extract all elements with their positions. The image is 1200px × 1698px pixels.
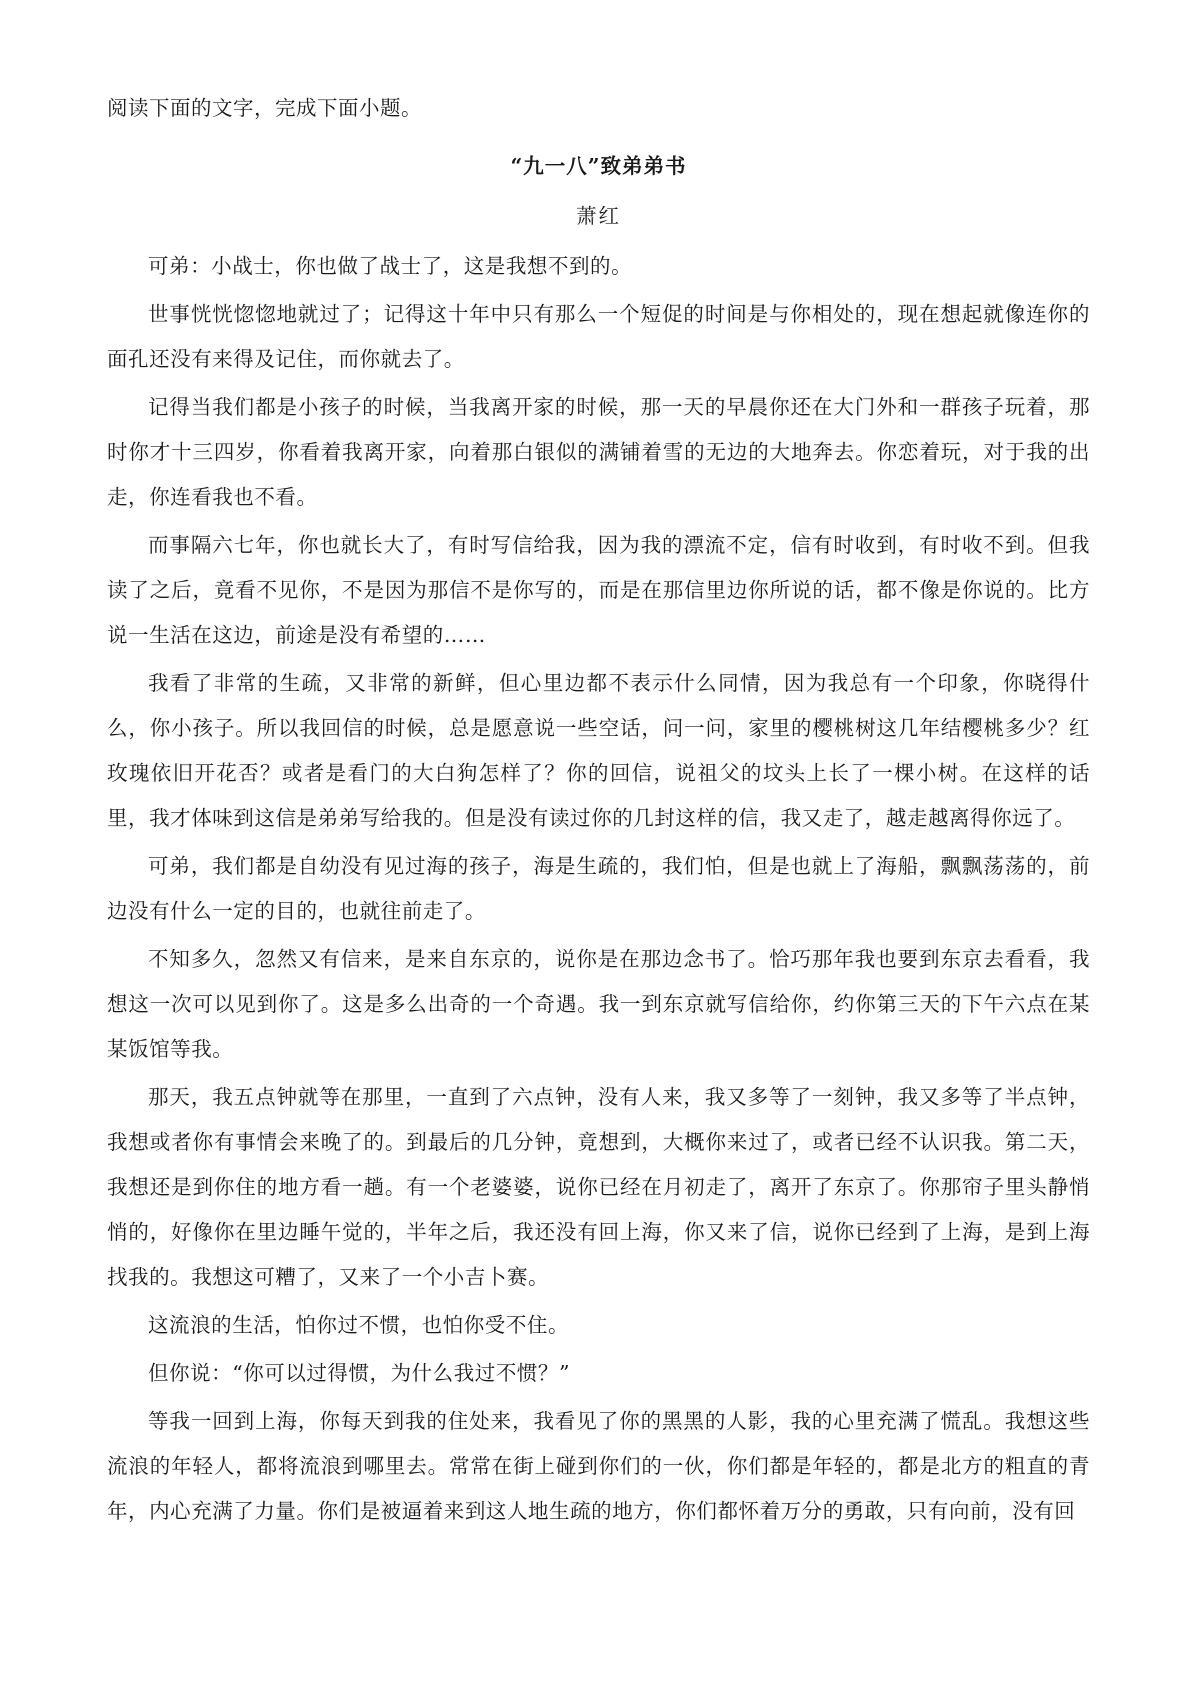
essay-title: “九一八”致弟弟书 [510,154,687,178]
paragraph-5: 我看了非常的生疏，又非常的新鲜，但心里边都不表示什么同情，因为我总有一个印象，你晓得什么，你小孩子。所以我回信的时候，总是愿意说一些空话，问一问，家里的樱桃树这几年结樱桃多少？红玫瑰依旧开花否？或者是看门的大白狗怎样了？你的回信，说祖父的坟头上长了一棵小树。在这样的话里，我才体味到这信是弟弟写给我的。但是没有读过你的几封这样的信，我又走了，越走越离得你远了。 [107,671,1090,830]
paragraph-2: 世事恍恍惚惚地就过了；记得这十年中只有那么一个短促的时间是与你相处的，现在想起就像连你的面孔还没有来得及记住，而你就去了。 [107,302,1090,371]
essay-author: 萧红 [576,204,621,228]
paragraph-11: 等我一回到上海，你每天到我的住处来，我看见了你的黑黑的人影，我的心里充满了慌乱。我想这些流浪的年轻人，都将流浪到哪里去。常常在街上碰到你们的一伙，你们都是年轻的，都是北方的粗直的青年，内心充满了力量。你们是被逼着来到这人地生疏的地方，你们都怀着万分的勇敢，只有向前，没有回 [107,1409,1090,1523]
paragraph-9: 这流浪的生活，怕你过不惯，也怕你受不住。 [148,1313,569,1337]
paragraph-3: 记得当我们都是小孩子的时候，当我离开家的时候，那一天的早晨你还在大门外和一群孩子玩着，那时你才十三四岁，你看着我离开家，向着那白银似的满铺着雪的无边的大地奔去。你恋着玩，对于我的出走，你连看我也不看。 [107,395,1090,509]
paragraph-8: 那天，我五点钟就等在那里，一直到了六点钟，没有人来，我又多等了一刻钟，我又多等了半点钟，我想或者你有事情会来晚了的。到最后的几分钟，竟想到，大概你来过了，或者已经不认识我。第二天，我想还是到你住的地方看一趟。有一个老婆婆，说你已经在月初走了，离开了东京了。你那帘子里头静悄悄的，好像你在里边睡午觉的，半年之后，我还没有回上海，你又来了信，说你已经到了上海，是到上海找我的。我想这可糟了，又来了一个小吉卜赛。 [107,1085,1090,1289]
paragraph-6: 可弟，我们都是自幼没有见过海的孩子，海是生疏的，我们怕，但是也就上了海船，飘飘荡荡的，前边没有什么一定的目的，也就往前走了。 [107,854,1090,923]
essay-body [107,244,1090,1534]
paragraph-4: 而事隔六七年，你也就长大了，有时写信给我，因为我的漂流不定，信有时收到，有时收不到。但我读了之后，竟看不见你，不是因为那信不是你写的，而是在那信里边你所说的话，都不像是你说的。比方说一生活在这边，前途是没有希望的…… [107,533,1090,647]
paragraph-1: 可弟：小战士，你也做了战士了，这是我想不到的。 [148,254,633,278]
paragraph-10: 但你说：“你可以过得惯，为什么我过不惯？” [148,1361,571,1385]
question-intro: 阅读下面的文字，完成下面小题。 [107,96,422,120]
paragraph-7: 不知多久，忽然又有信来，是来自东京的，说你是在那边念书了。恰巧那年我也要到东京去看看，我想这一次可以见到你了。这是多么出奇的一个奇遇。我一到东京就写信给你，约你第三天的下午六点在某某饭馆等我。 [107,947,1090,1061]
document-page [107,88,1090,1537]
